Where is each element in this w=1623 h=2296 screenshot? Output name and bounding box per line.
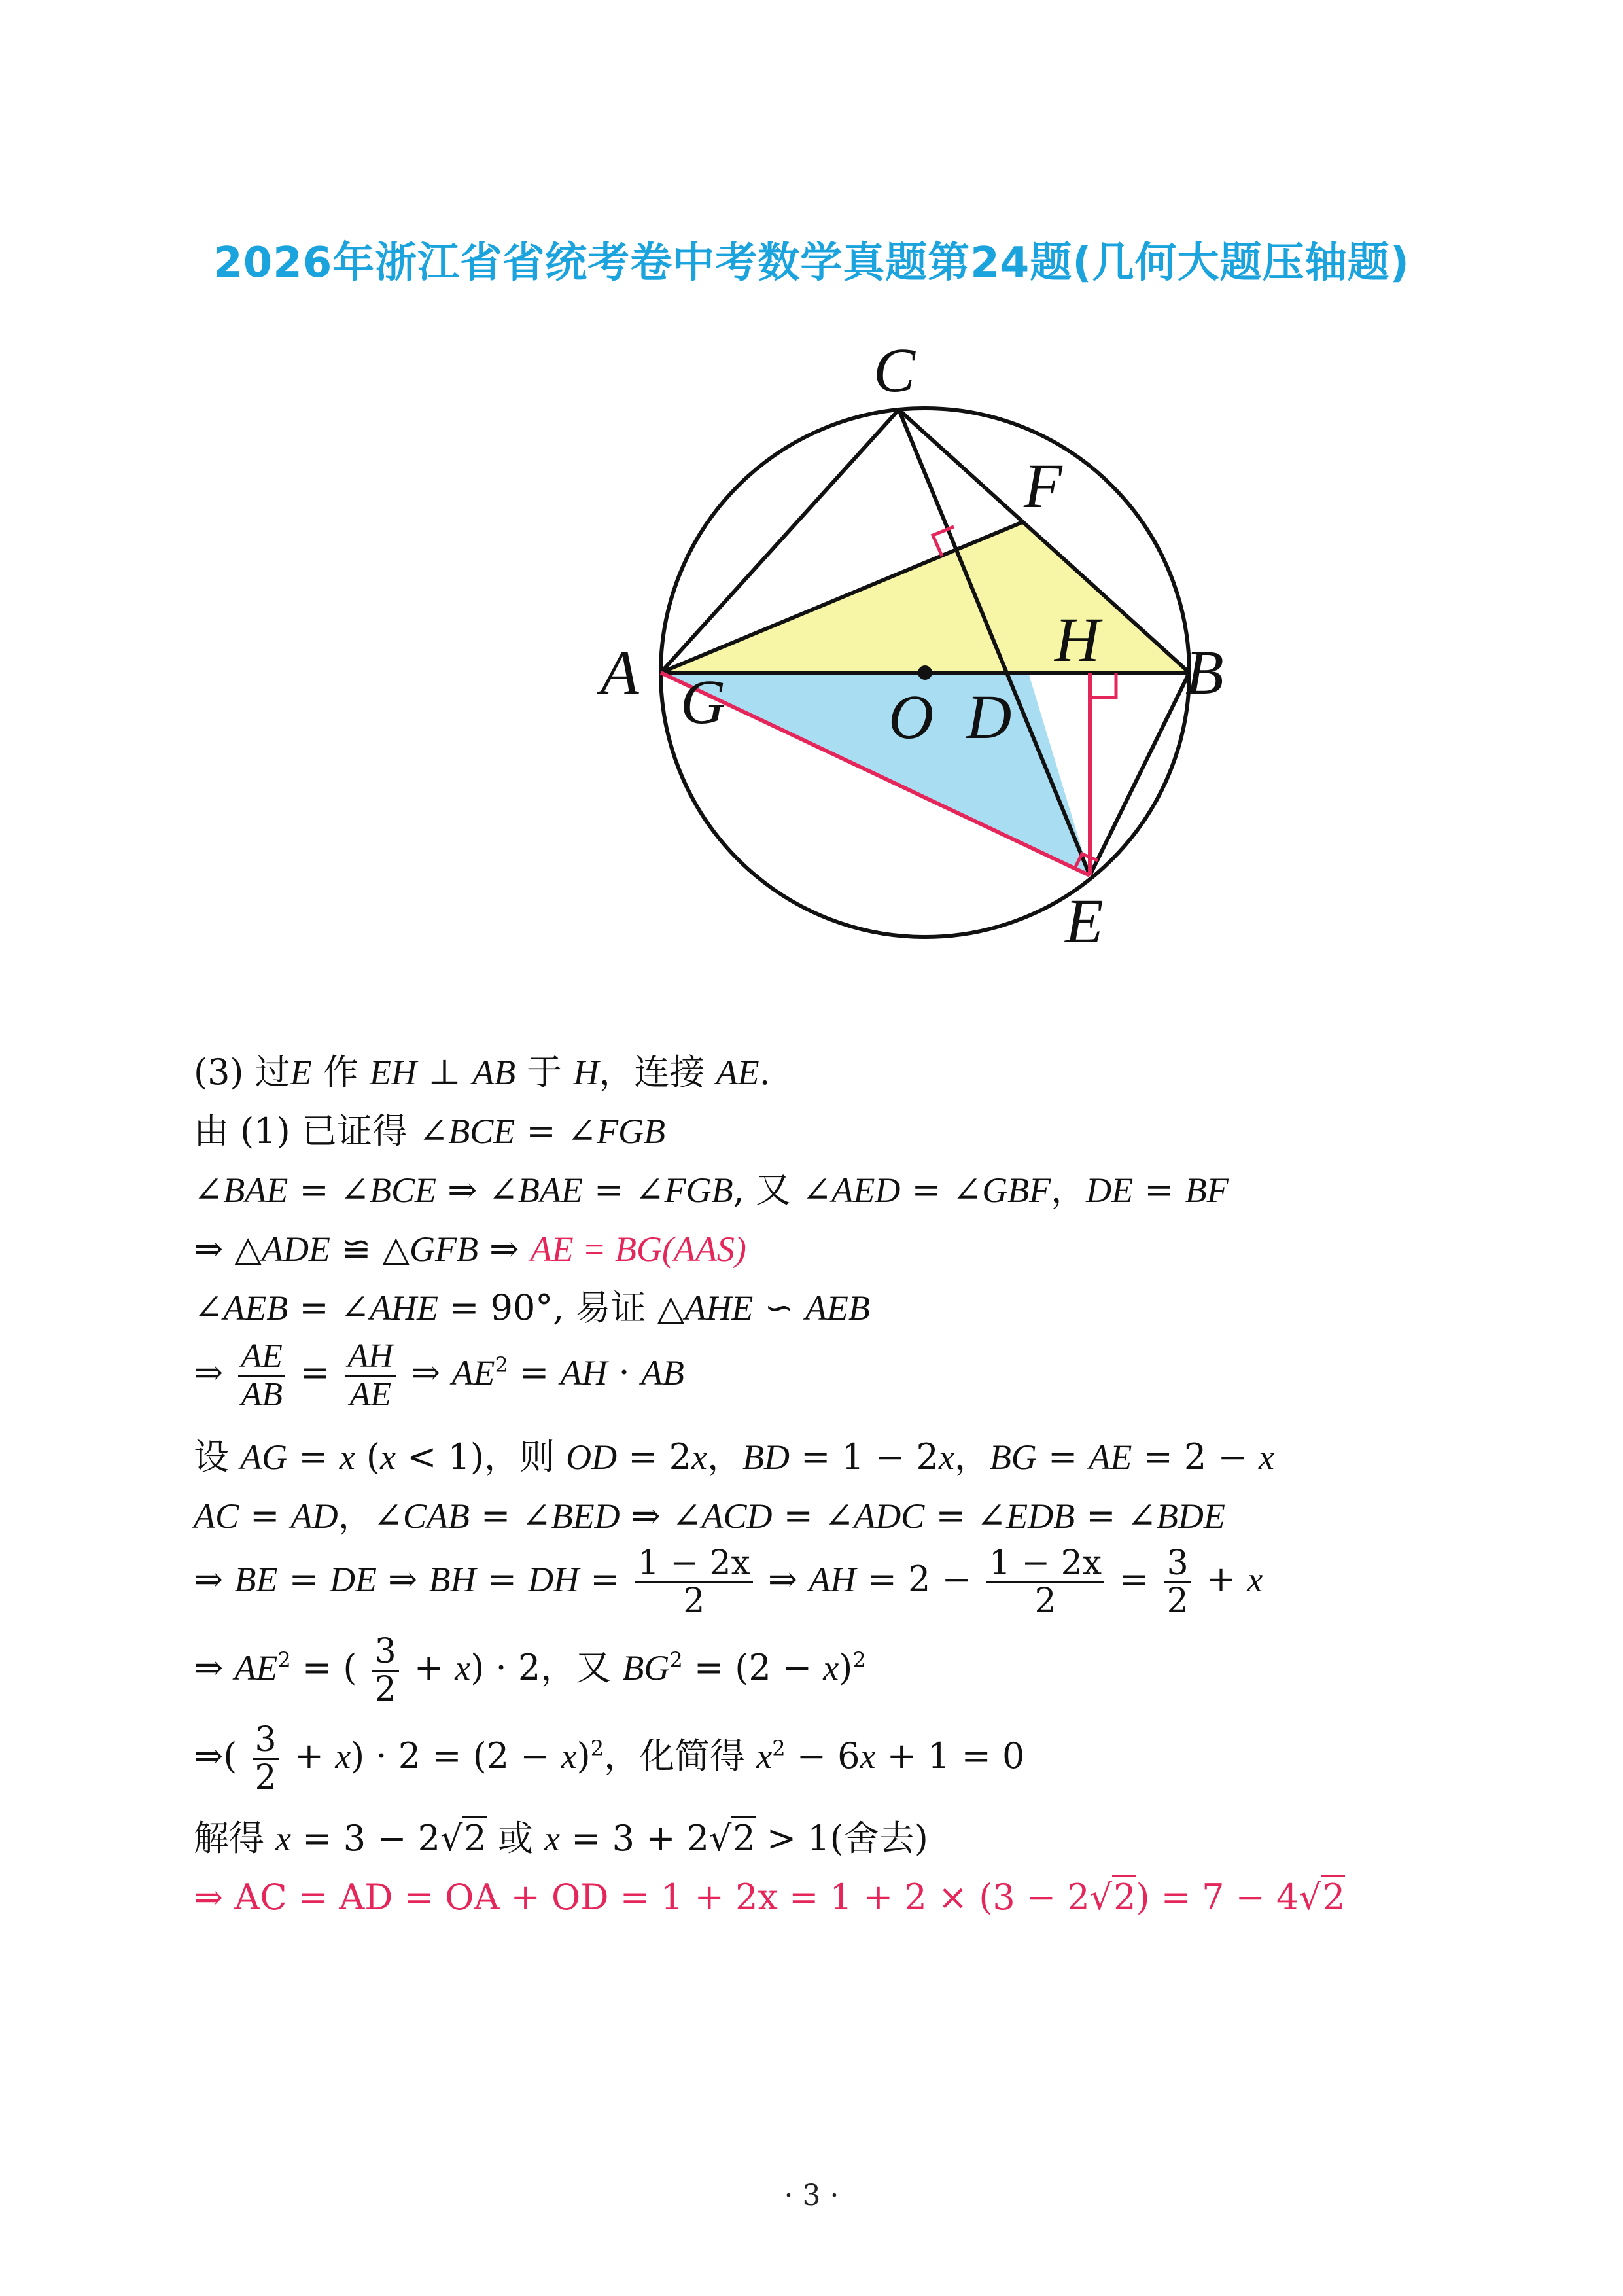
segment-BE	[1090, 673, 1189, 875]
label-F: F	[1024, 451, 1062, 521]
fraction: $\frac{AH}{AE}$	[345, 1338, 396, 1413]
solution-line-11: ⇒( $\frac{3}{2}$ + $x) \cdot 2 = (2 - x)^2$，化简得 $x^2 - 6x + 1 = 0$	[194, 1720, 1025, 1797]
fraction: $\frac{3}{2}$	[1164, 1545, 1191, 1619]
label-H: H	[1055, 605, 1100, 675]
solution-line-9: ⇒ BE = DE ⇒ BH = DH = $\frac{1 - 2x}{2}$ ⇒ AH = 2 − $\frac{1 - 2x}{2}$ = $\frac{3}{2}$ + x	[194, 1544, 1263, 1621]
solution-line-6: ⇒ $\frac{AE}{AB}$ = $\frac{AH}{AE}$ ⇒ $AE^2$ = AH · AB	[194, 1337, 684, 1413]
solution-line-1: (3) 过E 作 EH ⊥ AB 于 H，连接 AE.	[194, 1051, 771, 1093]
document-title: 2026年浙江省省统考卷中考数学真题第24题(几何大题压轴题)	[213, 239, 1410, 287]
label-B: B	[1185, 637, 1224, 707]
solution-line-8: AC = AD，∠CAB = ∠BED ⇒ ∠ACD = ∠ADC = ∠EDB = ∠BDE	[194, 1495, 1225, 1536]
label-C: C	[873, 335, 916, 405]
solution-line-4: ⇒ △ADE ≌ △GFB ⇒ AE = BG(AAS)	[194, 1228, 746, 1269]
fraction: $\frac{1 - 2x}{2}$	[635, 1545, 753, 1619]
solution-line-12: 解得 x = 3 − 2√2 或 x = 3 + 2√2 > 1(舍去)	[194, 1821, 928, 1856]
label-E: E	[1065, 886, 1104, 956]
center-point-O	[918, 665, 932, 680]
solution-line-7: 设 AG = x (x < 1)，则 OD = 2x，BD = 1 − 2x，BG = AE = 2 − x	[194, 1436, 1274, 1477]
fraction: $\frac{3}{2}$	[372, 1634, 399, 1707]
solution-line-2: 由 (1) 已证得 ∠BCE = ∠FGB	[194, 1110, 666, 1152]
label-D: D	[966, 682, 1012, 752]
label-O: O	[888, 682, 934, 752]
label-G: G	[680, 667, 726, 737]
page-number: · 3 ·	[784, 2179, 839, 2212]
right-angle-mark-H	[1090, 673, 1116, 698]
solution-line-3: ∠BAE = ∠BCE ⇒ ∠BAE = ∠FGB, 又 ∠AED = ∠GBF，DE = BF	[194, 1169, 1229, 1210]
final-answer-line: ⇒ AC = AD = OA + OD = 1 + 2x = 1 + 2 × (3 − 2√2) = 7 − 4√2	[194, 1880, 1345, 1915]
label-A: A	[601, 637, 639, 707]
solution-line-5: ∠AEB = ∠AHE = 90°, 易证 △AHE ∽ AEB	[194, 1287, 870, 1328]
yellow-triangle-AFB	[661, 522, 1189, 673]
fraction: $\frac{AE}{AB}$	[238, 1338, 285, 1413]
fraction: $\frac{1 - 2x}{2}$	[986, 1545, 1104, 1619]
fraction: $\frac{3}{2}$	[253, 1722, 279, 1795]
geometry-figure	[0, 0, 1623, 981]
highlight-conclusion: AE = BG(AAS)	[530, 1229, 746, 1269]
solution-line-10: ⇒ $AE^2$ = ( $\frac{3}{2}$ + x) · 2，又 $BG^2 = (2 - x)^2$	[194, 1632, 866, 1709]
